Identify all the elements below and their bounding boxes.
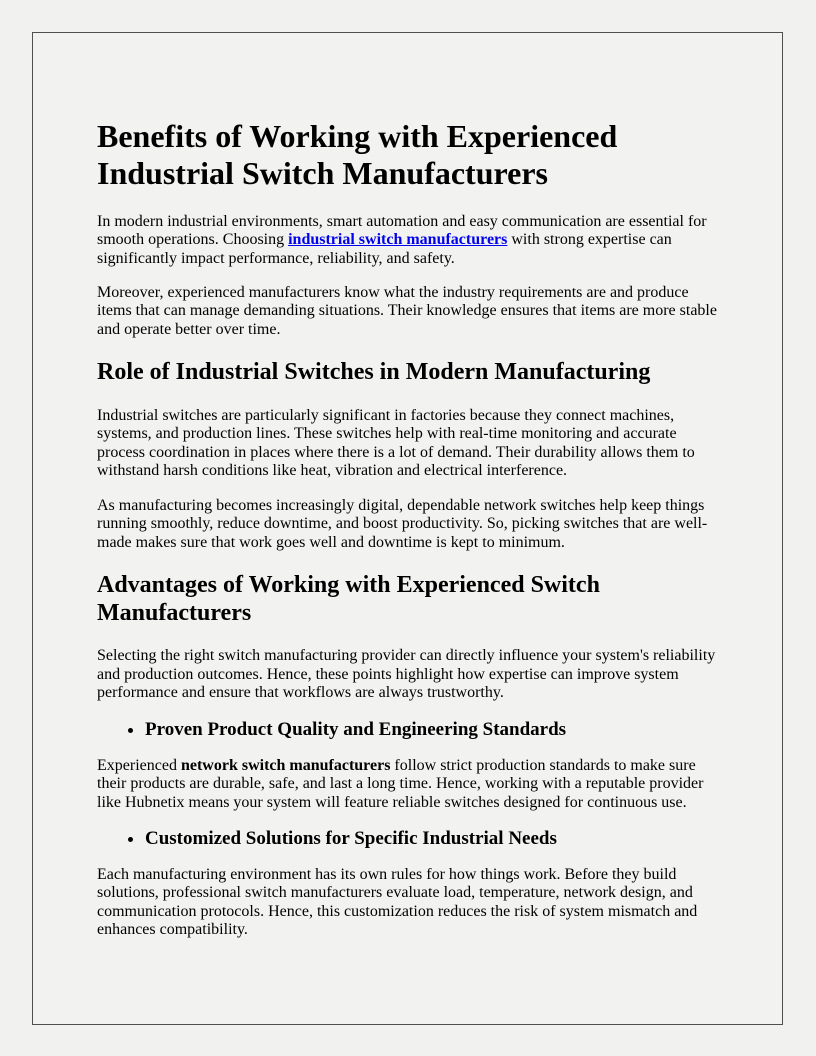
- intro-paragraph-1-after-link: with strong expertise can significantly impact performance, reliability, and safety.: [97, 231, 672, 267]
- intro-paragraph-1: [97, 213, 718, 268]
- bullet-list-customized: [97, 828, 718, 850]
- bullet-list-quality: [97, 719, 718, 741]
- customized-paragraph: Each manufacturing environment has its own rules for how things work. Before they build solutions, professional switch manufacturers evaluate load, temperature, network design, and communication protocols. Hence, this customization reduces the risk of system mismatch and enhances compatibility.: [97, 865, 698, 939]
- quality-paragraph-before-bold: Experienced: [97, 756, 181, 774]
- intro-paragraph-1-before-link: In modern industrial environments, smart automation and easy communication are essential for smooth operations. Choosing: [97, 212, 707, 249]
- bullet-heading-quality: • Proven Product Quality and Engineering Standards: [145, 719, 718, 741]
- intro-paragraph-2: Moreover, experienced manufacturers know what the industry requirements are and produce items that can manage demanding situations. Their knowledge ensures that items are more stable and operate better over time.: [97, 284, 717, 338]
- industrial-switch-manufacturers-link[interactable]: industrial switch manufacturers: [288, 231, 508, 249]
- role-paragraph-2: As manufacturing becomes increasingly digital, dependable network switches help keep things running smoothly, reduce downtime, and boost productivity. So, picking switches that are well-made makes sure that work goes well and downtime is kept to minimum.: [97, 496, 708, 551]
- page-title: Benefits of Working with Experienced Industrial Switch Manufacturers: [97, 118, 618, 191]
- role-paragraph-1: Industrial switches are particularly significant in factories because they connect machines, systems, and production lines. These switches help with real-time monitoring and accurate process coordination in places where there is a lot of demand. Their durability allows them to withstand harsh conditions like heat, vibration and electrical interference.: [97, 407, 695, 480]
- section-heading-role: Role of Industrial Switches in Modern Manufacturing: [97, 359, 651, 386]
- section-heading-advantages: Advantages of Working with Experienced Switch Manufacturers: [97, 572, 600, 626]
- advantages-intro-paragraph: Selecting the right switch manufacturing provider can directly influence your system's reliability and production outcomes. Hence, these points highlight how expertise can improve system performance and ensure that workflows are always trustworthy.: [97, 647, 716, 702]
- network-switch-manufacturers-bold-text: network switch manufacturers: [180, 756, 391, 774]
- document-page: [32, 32, 783, 1025]
- quality-paragraph-after-bold: follow strict production standards to make sure their products are durable, safe, and last a long time. Hence, working with a reputable provider like Hubnetix means your system will feature reliable switches designed for continuous use.: [97, 756, 704, 811]
- bullet-heading-customized: • Customized Solutions for Specific Industrial Needs: [145, 828, 718, 850]
- quality-paragraph: [97, 757, 718, 812]
